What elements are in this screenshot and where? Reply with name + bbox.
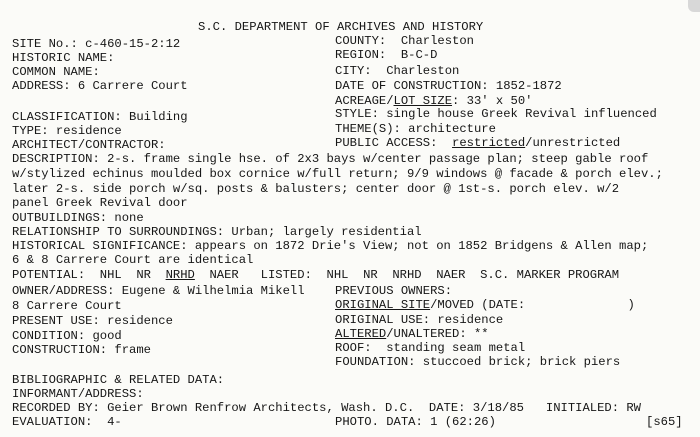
acreage-value: : 33' x 50': [452, 94, 533, 108]
type: TYPE: residence: [12, 124, 122, 138]
historical-significance: HISTORICAL SIGNIFICANCE: appears on 1872 Drie's View; not on 1852 Bridgens & Allen map;: [12, 239, 649, 253]
region: REGION: B-C-D: [335, 48, 438, 62]
public-access-label: PUBLIC ACCESS:: [335, 136, 453, 150]
potential-label: POTENTIAL: NHL NR: [12, 268, 166, 282]
potential-listed-row: [12, 268, 619, 282]
themes: THEME(S): architecture: [335, 122, 496, 136]
description-line: later 2-s. side porch w/sq. posts & balusters; center door @ 1st-s. porch elev. w/2: [12, 182, 620, 196]
recorded-by: RECORDED BY: Geier Brown Renfrow Architects, Wash. D.C. DATE: 3/18/85 INITIALED: RW: [12, 401, 641, 415]
acreage-label: ACREAGE/: [335, 94, 394, 108]
address: ADDRESS: 6 Carrere Court: [12, 79, 188, 93]
potential-nrhd: NRHD: [165, 268, 195, 282]
original-site-label: ORIGINAL SITE: [335, 298, 431, 312]
present-use: PRESENT USE: residence: [12, 314, 173, 328]
photo-data: PHOTO. DATA: 1 (62:26): [335, 415, 496, 429]
original-use: ORIGINAL USE: residence: [335, 313, 504, 327]
outbuildings: OUTBUILDINGS: none: [12, 211, 144, 225]
condition: CONDITION: good: [12, 329, 122, 343]
moved-label: /MOVED (DATE: ): [430, 298, 635, 312]
previous-owners: PREVIOUS OWNERS:: [335, 284, 453, 298]
page-code: [s65]: [646, 415, 683, 429]
relationship-to-surroundings: RELATIONSHIP TO SURROUNDINGS: Urban; largely residential: [12, 225, 422, 239]
style: STYLE: single house Greek Revival influenced: [335, 107, 657, 121]
date-of-construction: DATE OF CONSTRUCTION: 1852-1872: [335, 79, 562, 93]
listed-label: NAER LISTED: NHL NR NRHD NAER S.C. MARKER PROGRAM: [194, 268, 620, 282]
card-corner-tab: [688, 0, 700, 12]
county: COUNTY: Charleston: [335, 34, 474, 48]
classification: CLASSIFICATION: Building: [12, 110, 188, 124]
altered-label: ALTERED: [335, 327, 387, 341]
card-header: S.C. DEPARTMENT OF ARCHIVES AND HISTORY: [198, 20, 484, 34]
owner-address: OWNER/ADDRESS: Eugene & Wilhelmia Mikell: [12, 284, 305, 298]
unaltered-label: /UNALTERED: **: [386, 327, 489, 341]
historic-name: HISTORIC NAME:: [12, 51, 115, 65]
original-site-moved: [335, 298, 635, 312]
altered-unaltered: [335, 327, 489, 341]
bibliographic-data: BIBLIOGRAPHIC & RELATED DATA:: [12, 373, 225, 387]
site-number: SITE No.: c-460-15-2:12: [12, 37, 181, 51]
lot-size-label: LOT SIZE: [393, 94, 453, 108]
description-line: w/stylized echinus moulded box cornice w/full return; 9/9 windows @ facade & porch elev.;: [12, 167, 663, 181]
roof: ROOF: standing seam metal: [335, 341, 526, 355]
foundation: FOUNDATION: stuccoed brick; brick piers: [335, 355, 621, 369]
construction: CONSTRUCTION: frame: [12, 343, 151, 357]
restricted-value: restricted: [452, 136, 526, 150]
historical-significance: 6 & 8 Carrere Court are identical: [12, 253, 254, 267]
unrestricted-value: /unrestricted: [525, 136, 621, 150]
public-access: [335, 136, 620, 150]
description-line: DESCRIPTION: 2-s. frame single hse. of 2x3 bays w/center passage plan; steep gable roof: [12, 152, 649, 166]
acreage-lot-size: [335, 94, 532, 108]
city: CITY: Charleston: [335, 64, 460, 78]
description-line: panel Greek Revival door: [12, 196, 188, 210]
owner-address-line2: 8 Carrere Court: [12, 299, 122, 313]
evaluation: EVALUATION: 4-: [12, 415, 122, 429]
informant-address: INFORMANT/ADDRESS:: [12, 387, 144, 401]
common-name: COMMON NAME:: [12, 65, 100, 79]
architect-contractor: ARCHITECT/CONTRACTOR:: [12, 138, 166, 152]
